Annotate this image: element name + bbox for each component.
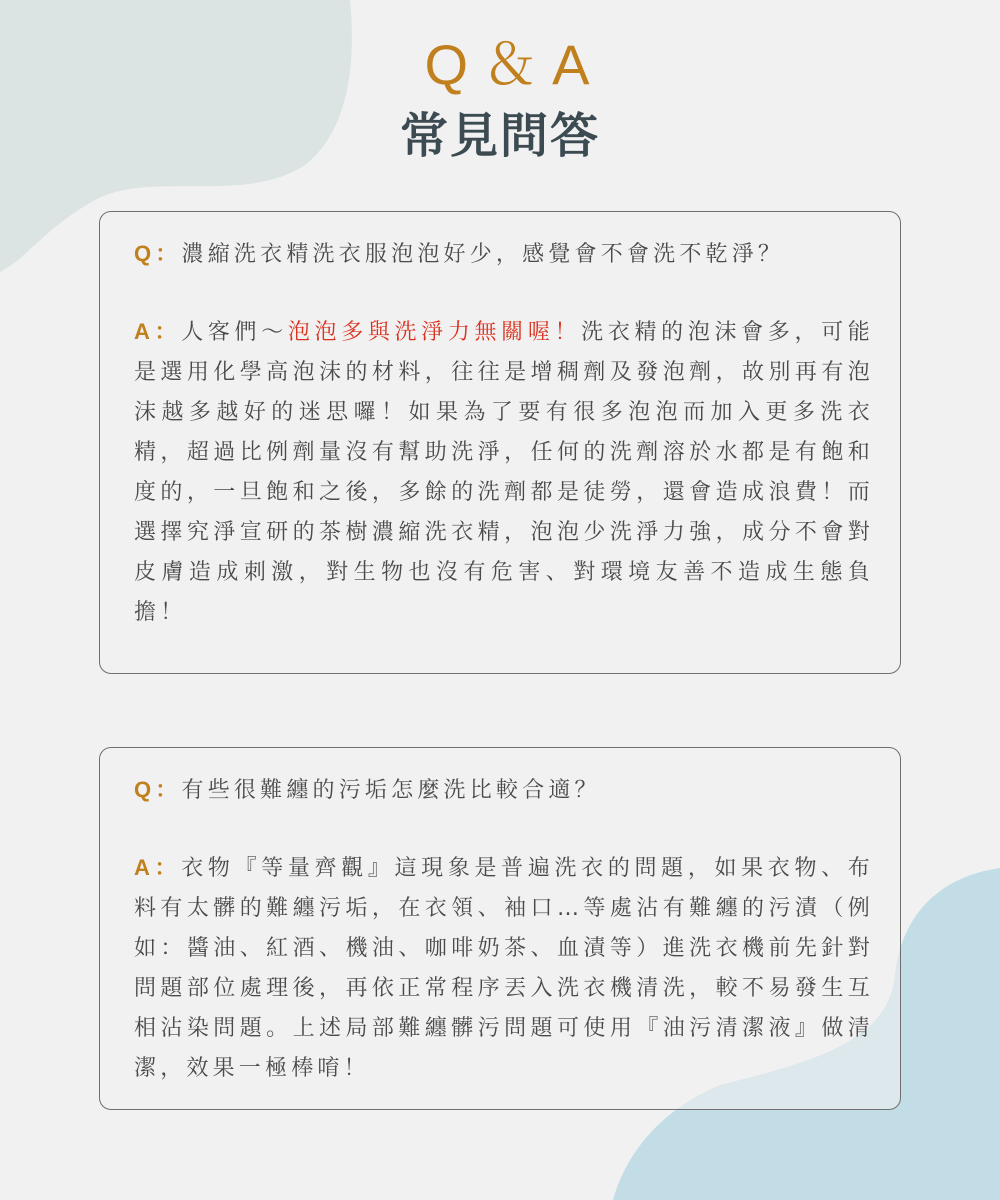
question-line bbox=[134, 236, 874, 273]
page-title-zh: 常見問答 bbox=[399, 108, 600, 164]
answer-body: 衣物『等量齊觀』這現象是普遍洗衣的問題，如果衣物、布料有太髒的難纏污垢，在衣領、袖口…等處沾有難纏的污漬（例如：醬油、紅酒、機油、咖啡奶茶、血漬等）進洗衣機前先針對問題部位處理後，再依正常程序丟入洗衣機清洗，較不易發生互相沾染問題。上述局部難纏髒污問題可使用『油污清潔液』做清潔，效果一極棒唷！ bbox=[134, 856, 874, 1081]
answer-prefix: A： bbox=[134, 855, 182, 880]
question-text: 濃縮洗衣精洗衣服泡泡好少，感覺會不會洗不乾淨？ bbox=[181, 242, 785, 267]
question-line bbox=[134, 772, 874, 809]
question-prefix: Q： bbox=[134, 777, 182, 802]
question-text: 有些很難纏的污垢怎麼洗比較合適？ bbox=[181, 778, 601, 803]
question-prefix: Q： bbox=[134, 241, 182, 266]
answer-text bbox=[134, 312, 874, 633]
answer-text bbox=[134, 848, 874, 1089]
answer-prefix: A： bbox=[134, 319, 182, 344]
answer-highlight: 泡泡多與洗淨力無關喔！ bbox=[287, 320, 582, 345]
qa-card bbox=[99, 747, 901, 1110]
answer-body: 洗衣精的泡沫會多，可能是選用化學高泡沫的材料，往往是增稠劑及發泡劑，故別再有泡沫越多越好的迷思囉！如果為了要有很多泡泡而加入更多洗衣精，超過比例劑量沒有幫助洗淨，任何的洗劑溶於水都是有飽和度的，一旦飽和之後，多餘的洗劑都是徒勞，還會造成浪費！而選擇究淨宣研的茶樹濃縮洗衣精，泡泡少洗淨力強，成分不會對皮膚造成刺激，對生物也沒有危害、對環境友善不造成生態負擔！ bbox=[134, 320, 874, 625]
page-title-en: Q＆A bbox=[424, 33, 604, 96]
qa-card bbox=[99, 211, 901, 674]
answer-lead: 人客們～ bbox=[181, 320, 288, 345]
